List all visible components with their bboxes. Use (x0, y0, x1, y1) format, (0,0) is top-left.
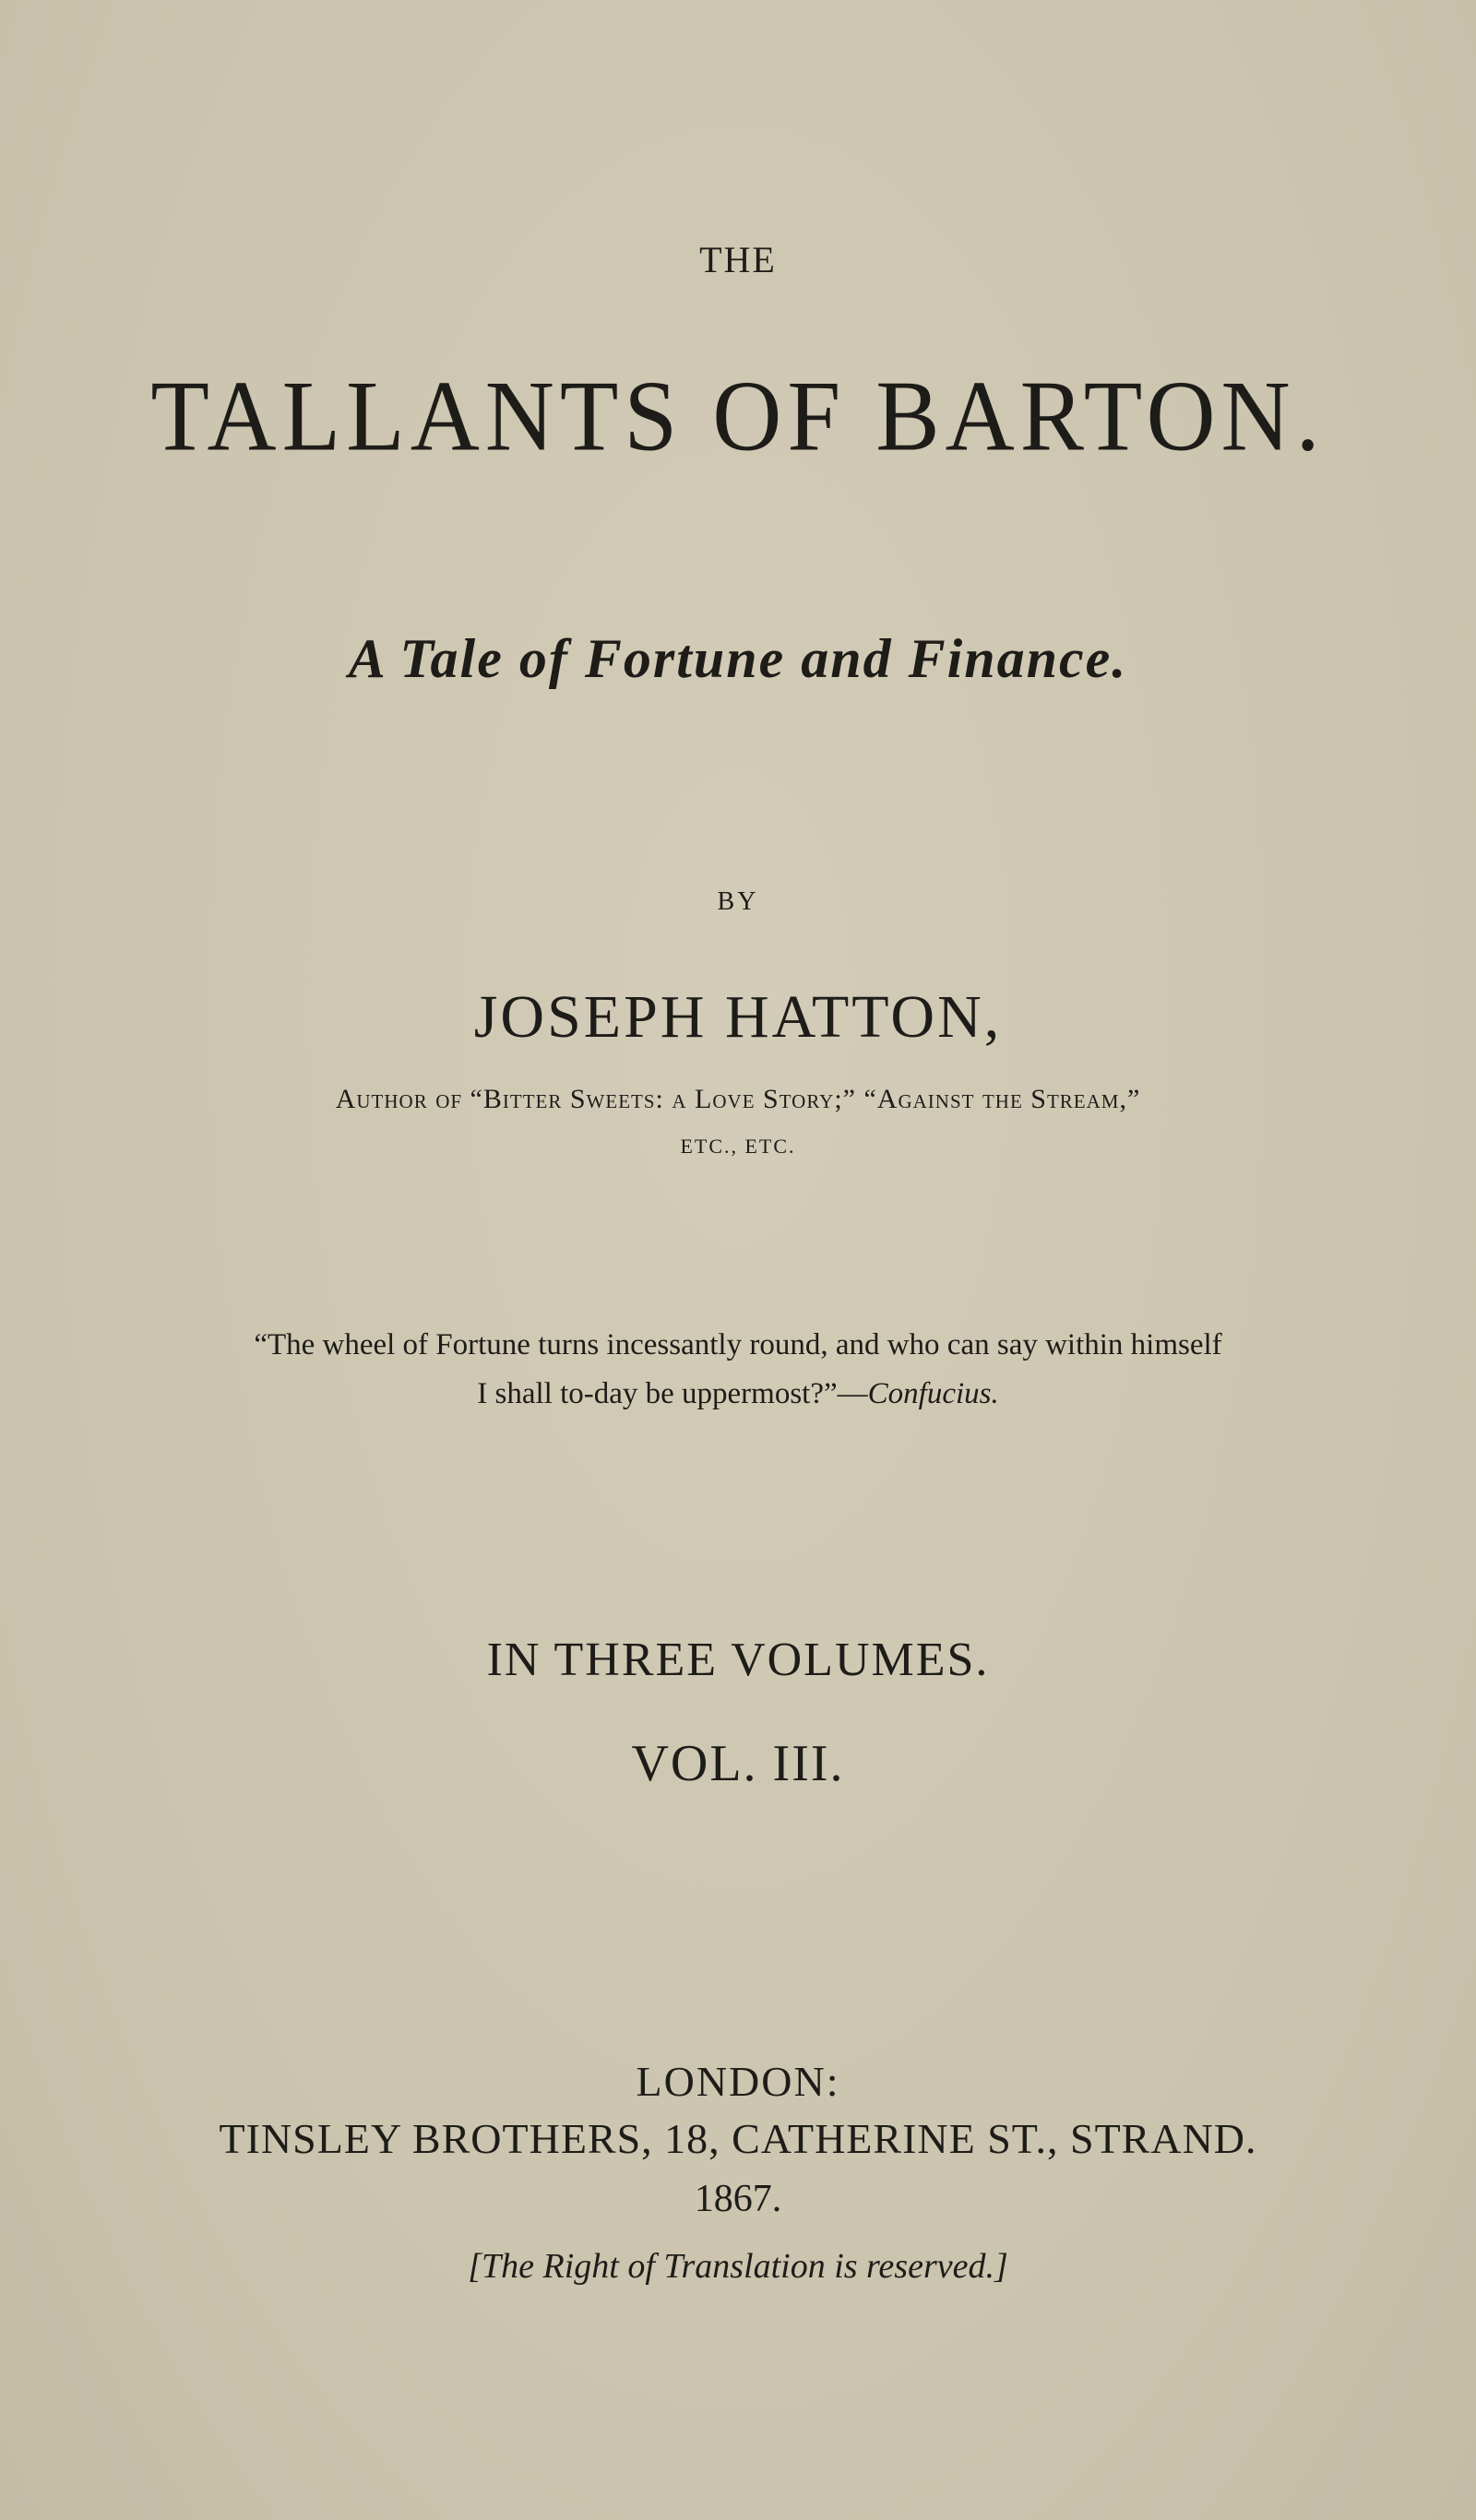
epigraph-line-1: “The wheel of Fortune turns incessantly round, and who can say within himself (254, 1328, 1222, 1361)
book-subtitle: A Tale of Fortune and Finance. (348, 628, 1128, 689)
publication-place: LONDON: (636, 2058, 840, 2105)
by-label: BY (717, 887, 759, 916)
epigraph-attribution: Confucius. (867, 1377, 999, 1410)
epigraph-text: I shall to-day be uppermost?”— (477, 1377, 868, 1410)
publication-year: 1867. (694, 2178, 782, 2220)
volume-number: VOL. III. (631, 1735, 845, 1792)
title-article: THE (699, 239, 777, 280)
author-credits: Author of “Bitter Sweets: a Love Story;” “Against the Stream,” (335, 1084, 1141, 1114)
book-title: TALLANTS OF BARTON. (150, 361, 1326, 472)
publisher: TINSLEY BROTHERS, 18, CATHERINE ST., STRAND. (219, 2115, 1257, 2162)
author-name: JOSEPH HATTON, (473, 983, 1003, 1051)
epigraph-line-2 (0, 1377, 1476, 1411)
author-credits-etc: ETC., ETC. (680, 1135, 796, 1158)
volumes-count: IN THREE VOLUMES. (486, 1634, 990, 1686)
rights-notice: [The Right of Translation is reserved.] (468, 2247, 1008, 2286)
